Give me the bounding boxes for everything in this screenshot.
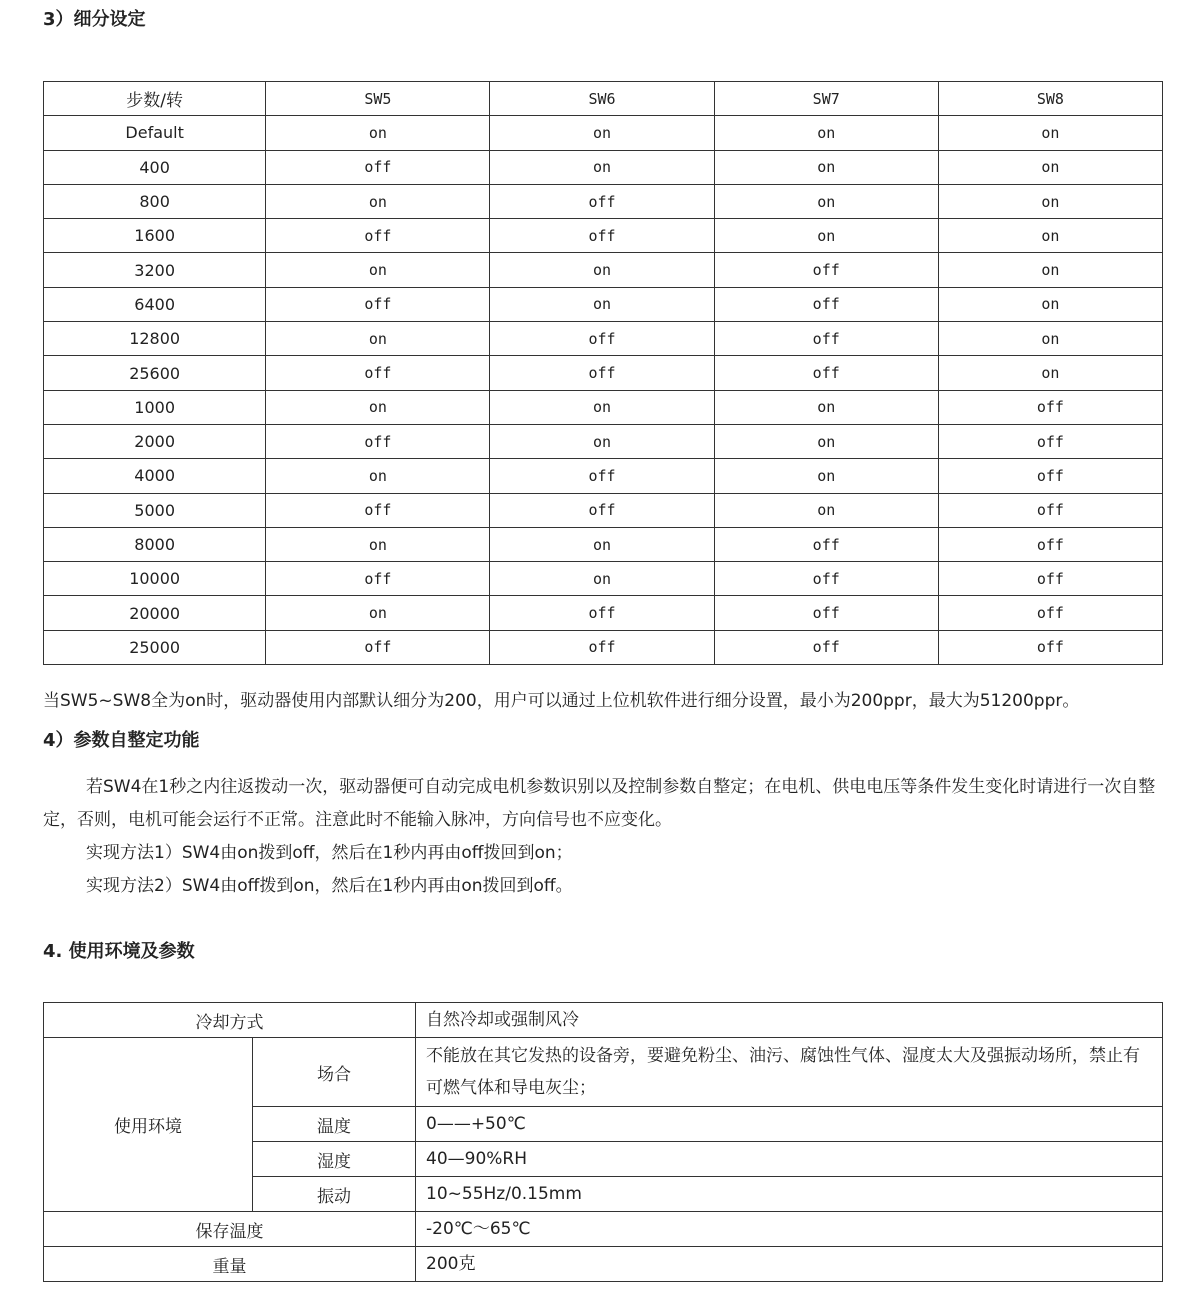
cell-sw8: off xyxy=(938,596,1162,630)
auto-tune-method-1: 实现方法1）SW4由on拨到off，然后在1秒内再由off拨回到on； xyxy=(86,843,573,863)
header-sw5: SW5 xyxy=(266,82,490,116)
cell-steps: 1600 xyxy=(44,219,266,253)
table-row xyxy=(44,287,1163,321)
cell-steps: 4000 xyxy=(44,459,266,493)
cell-sw6: off xyxy=(490,184,714,218)
env-label: 使用环境 xyxy=(44,1038,253,1212)
cell-sw6: on xyxy=(490,527,714,561)
cell-steps: 6400 xyxy=(44,287,266,321)
auto-tune-heading: 4）参数自整定功能 xyxy=(43,730,200,751)
cell-steps: 10000 xyxy=(44,562,266,596)
cell-sw7: on xyxy=(714,390,938,424)
cell-sw8: off xyxy=(938,390,1162,424)
cell-sw8: on xyxy=(938,150,1162,184)
cell-steps: 400 xyxy=(44,150,266,184)
table-row xyxy=(44,596,1163,630)
cell-sw5: on xyxy=(266,253,490,287)
cell-sw6: on xyxy=(490,253,714,287)
cell-sw6: off xyxy=(490,459,714,493)
table-row xyxy=(44,424,1163,458)
cell-steps: 3200 xyxy=(44,253,266,287)
weight-row xyxy=(44,1247,1163,1282)
cell-sw7: off xyxy=(714,527,938,561)
storage-label: 保存温度 xyxy=(44,1212,416,1247)
cell-sw8: on xyxy=(938,253,1162,287)
cell-sw7: off xyxy=(714,356,938,390)
cell-steps: 800 xyxy=(44,184,266,218)
cell-sw7: off xyxy=(714,287,938,321)
table-row xyxy=(44,116,1163,150)
cell-sw5: on xyxy=(266,596,490,630)
cell-sw6: on xyxy=(490,150,714,184)
vibration-label: 振动 xyxy=(253,1177,416,1212)
cell-sw8: on xyxy=(938,356,1162,390)
cell-sw8: on xyxy=(938,287,1162,321)
occasion-label: 场合 xyxy=(253,1038,416,1107)
table-row xyxy=(44,630,1163,664)
subdivision-table-body xyxy=(44,116,1163,665)
cell-sw8: on xyxy=(938,219,1162,253)
cell-sw6: off xyxy=(490,322,714,356)
cell-sw6: on xyxy=(490,562,714,596)
storage-value: -20℃～65℃ xyxy=(416,1212,1163,1247)
auto-tune-description: 若SW4在1秒之内往返拨动一次，驱动器便可自动完成电机参数识别以及控制参数自整定；在电机、供电电压等条件发生变化时请进行一次自整定，否则，电机可能会运行不正常。注意此时不能输入脉冲，方向信号也不应变化。 xyxy=(43,777,1156,830)
cell-sw8: on xyxy=(938,322,1162,356)
cell-sw7: on xyxy=(714,150,938,184)
cell-sw5: on xyxy=(266,184,490,218)
header-sw6: SW6 xyxy=(490,82,714,116)
cell-sw7: on xyxy=(714,459,938,493)
cell-sw6: off xyxy=(490,356,714,390)
cell-steps: 12800 xyxy=(44,322,266,356)
table-row xyxy=(44,493,1163,527)
cell-sw5: off xyxy=(266,287,490,321)
cell-sw8: off xyxy=(938,424,1162,458)
environment-heading: 4. 使用环境及参数 xyxy=(43,941,195,962)
cell-sw5: off xyxy=(266,630,490,664)
cell-sw5: off xyxy=(266,493,490,527)
cell-sw6: on xyxy=(490,390,714,424)
cell-sw8: off xyxy=(938,493,1162,527)
cell-sw7: on xyxy=(714,424,938,458)
cell-sw7: on xyxy=(714,219,938,253)
cell-sw7: off xyxy=(714,630,938,664)
cell-sw5: off xyxy=(266,424,490,458)
cell-steps: 25600 xyxy=(44,356,266,390)
cell-steps: 2000 xyxy=(44,424,266,458)
subdivision-table xyxy=(43,81,1163,665)
cell-sw7: off xyxy=(714,253,938,287)
cell-sw6: off xyxy=(490,630,714,664)
weight-value: 200克 xyxy=(416,1247,1163,1282)
cell-steps: Default xyxy=(44,116,266,150)
cell-sw5: on xyxy=(266,116,490,150)
cell-sw6: off xyxy=(490,596,714,630)
cell-sw7: on xyxy=(714,184,938,218)
cooling-value: 自然冷却或强制风冷 xyxy=(416,1003,1163,1038)
cell-sw5: on xyxy=(266,527,490,561)
header-steps: 步数/转 xyxy=(44,82,266,116)
table-row xyxy=(44,459,1163,493)
cooling-row xyxy=(44,1003,1163,1038)
cell-sw6: off xyxy=(490,219,714,253)
cell-sw8: on xyxy=(938,184,1162,218)
table-row xyxy=(44,184,1163,218)
cell-steps: 25000 xyxy=(44,630,266,664)
cell-sw8: on xyxy=(938,116,1162,150)
header-sw7: SW7 xyxy=(714,82,938,116)
table-row xyxy=(44,253,1163,287)
cell-sw6: on xyxy=(490,116,714,150)
humidity-value: 40—90%RH xyxy=(416,1142,1163,1177)
table-row xyxy=(44,219,1163,253)
humidity-label: 湿度 xyxy=(253,1142,416,1177)
cooling-label: 冷却方式 xyxy=(44,1003,416,1038)
temperature-label: 温度 xyxy=(253,1107,416,1142)
cell-sw7: on xyxy=(714,493,938,527)
table-row xyxy=(44,150,1163,184)
cell-sw6: on xyxy=(490,424,714,458)
cell-sw6: on xyxy=(490,287,714,321)
cell-sw5: off xyxy=(266,356,490,390)
vibration-value: 10~55Hz/0.15mm xyxy=(416,1177,1163,1212)
cell-sw5: on xyxy=(266,322,490,356)
storage-row xyxy=(44,1212,1163,1247)
table-row xyxy=(44,562,1163,596)
header-sw8: SW8 xyxy=(938,82,1162,116)
table-row xyxy=(44,356,1163,390)
cell-sw5: on xyxy=(266,459,490,493)
subdivision-header-row xyxy=(44,82,1163,116)
cell-steps: 8000 xyxy=(44,527,266,561)
environment-table xyxy=(43,1002,1163,1282)
subdivision-heading: 3）细分设定 xyxy=(43,9,146,30)
occasion-value: 不能放在其它发热的设备旁，要避免粉尘、油污、腐蚀性气体、湿度太大及强振动场所，禁止有可燃气体和导电灰尘； xyxy=(416,1038,1163,1107)
cell-steps: 20000 xyxy=(44,596,266,630)
weight-label: 重量 xyxy=(44,1247,416,1282)
cell-sw5: off xyxy=(266,219,490,253)
occasion-row xyxy=(44,1038,1163,1107)
cell-sw5: off xyxy=(266,150,490,184)
cell-sw8: off xyxy=(938,527,1162,561)
cell-steps: 1000 xyxy=(44,390,266,424)
cell-sw8: off xyxy=(938,562,1162,596)
cell-sw7: off xyxy=(714,322,938,356)
cell-sw7: off xyxy=(714,562,938,596)
cell-sw8: off xyxy=(938,459,1162,493)
auto-tune-method-2: 实现方法2）SW4由off拨到on，然后在1秒内再由on拨回到off。 xyxy=(86,876,573,896)
table-row xyxy=(44,527,1163,561)
cell-steps: 5000 xyxy=(44,493,266,527)
table-row xyxy=(44,322,1163,356)
cell-sw7: off xyxy=(714,596,938,630)
cell-sw5: off xyxy=(266,562,490,596)
cell-sw6: off xyxy=(490,493,714,527)
cell-sw8: off xyxy=(938,630,1162,664)
cell-sw5: on xyxy=(266,390,490,424)
table-row xyxy=(44,390,1163,424)
subdivision-note: 当SW5~SW8全为on时，驱动器使用内部默认细分为200，用户可以通过上位机软件进行细分设置，最小为200ppr，最大为51200ppr。 xyxy=(43,691,1080,711)
temperature-value: 0——+50℃ xyxy=(416,1107,1163,1142)
cell-sw7: on xyxy=(714,116,938,150)
